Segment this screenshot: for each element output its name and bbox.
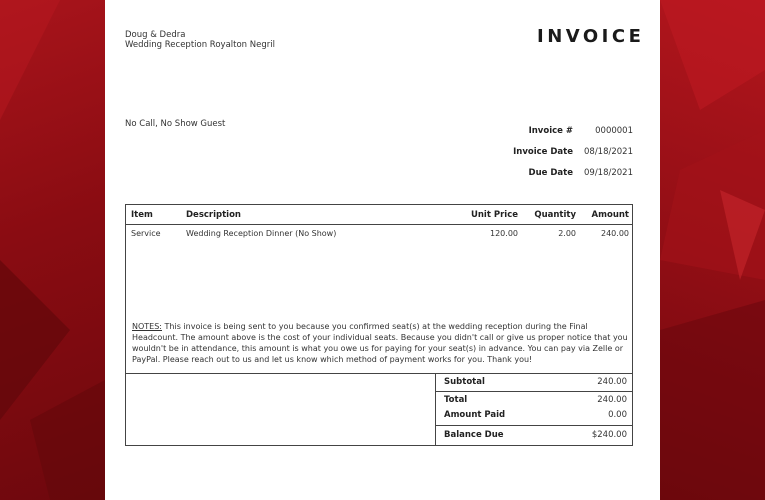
invoice-date: 08/18/2021	[584, 147, 633, 157]
background-shards-right	[660, 0, 765, 500]
invoice-number-label: Invoice #	[528, 126, 573, 136]
due-date-label: Due Date	[528, 168, 573, 178]
subtotal-label: Subtotal	[444, 377, 485, 387]
row-quantity: 2.00	[558, 229, 576, 238]
client-event: Wedding Reception Royalton Negril	[125, 39, 275, 50]
invoice-document	[105, 0, 660, 500]
client-names: Doug & Dedra	[125, 30, 186, 40]
row-item: Service	[131, 229, 161, 238]
row-unit-price: 120.00	[490, 229, 518, 238]
balance-due-label: Balance Due	[444, 430, 504, 440]
document-title: INVOICE	[537, 26, 645, 47]
total-value: 240.00	[597, 395, 627, 405]
amount-paid-label: Amount Paid	[444, 410, 506, 420]
header-divider	[126, 224, 632, 225]
row-description: Wedding Reception Dinner (No Show)	[186, 229, 337, 238]
header-unit-price: Unit Price	[470, 210, 518, 220]
header-quantity: Quantity	[534, 210, 576, 220]
total-label: Total	[444, 395, 468, 405]
background-left-panel	[0, 0, 105, 500]
notes-label: NOTES:	[132, 322, 162, 331]
amount-paid-value: 0.00	[608, 410, 627, 420]
client-block	[125, 31, 275, 50]
notes	[132, 321, 628, 365]
header-item: Item	[131, 210, 153, 220]
row-amount: 240.00	[601, 229, 629, 238]
notes-text: This invoice is being sent to you because you confirmed seat(s) at the wedding reception during the Final Headcount. The amount above is the cost of your individual seats. Because you didn't call or give us proper notice that you wouldn't be in attendance, this amount is what you owe us for paying for your seat(s) in advance. You can pay via Zelle or PayPal. Please reach out to us and let us know which method of payment works for you. Thank you!	[132, 322, 628, 364]
totals-vertical-divider	[435, 373, 436, 445]
invoice-table	[125, 204, 633, 446]
invoice-date-label: Invoice Date	[513, 147, 573, 157]
invoice-number: 0000001	[595, 126, 633, 136]
due-date: 09/18/2021	[584, 168, 633, 178]
balance-due-value: $240.00	[591, 430, 627, 440]
subtotal-value: 240.00	[597, 377, 627, 387]
background-right-panel	[660, 0, 765, 500]
amount-paid-divider	[435, 425, 632, 426]
background-shards-left	[0, 0, 105, 500]
header-description: Description	[186, 210, 241, 220]
subtotal-divider	[435, 391, 632, 392]
bill-to: No Call, No Show Guest	[125, 119, 226, 129]
header-amount: Amount	[591, 210, 629, 220]
totals-divider	[126, 373, 632, 374]
